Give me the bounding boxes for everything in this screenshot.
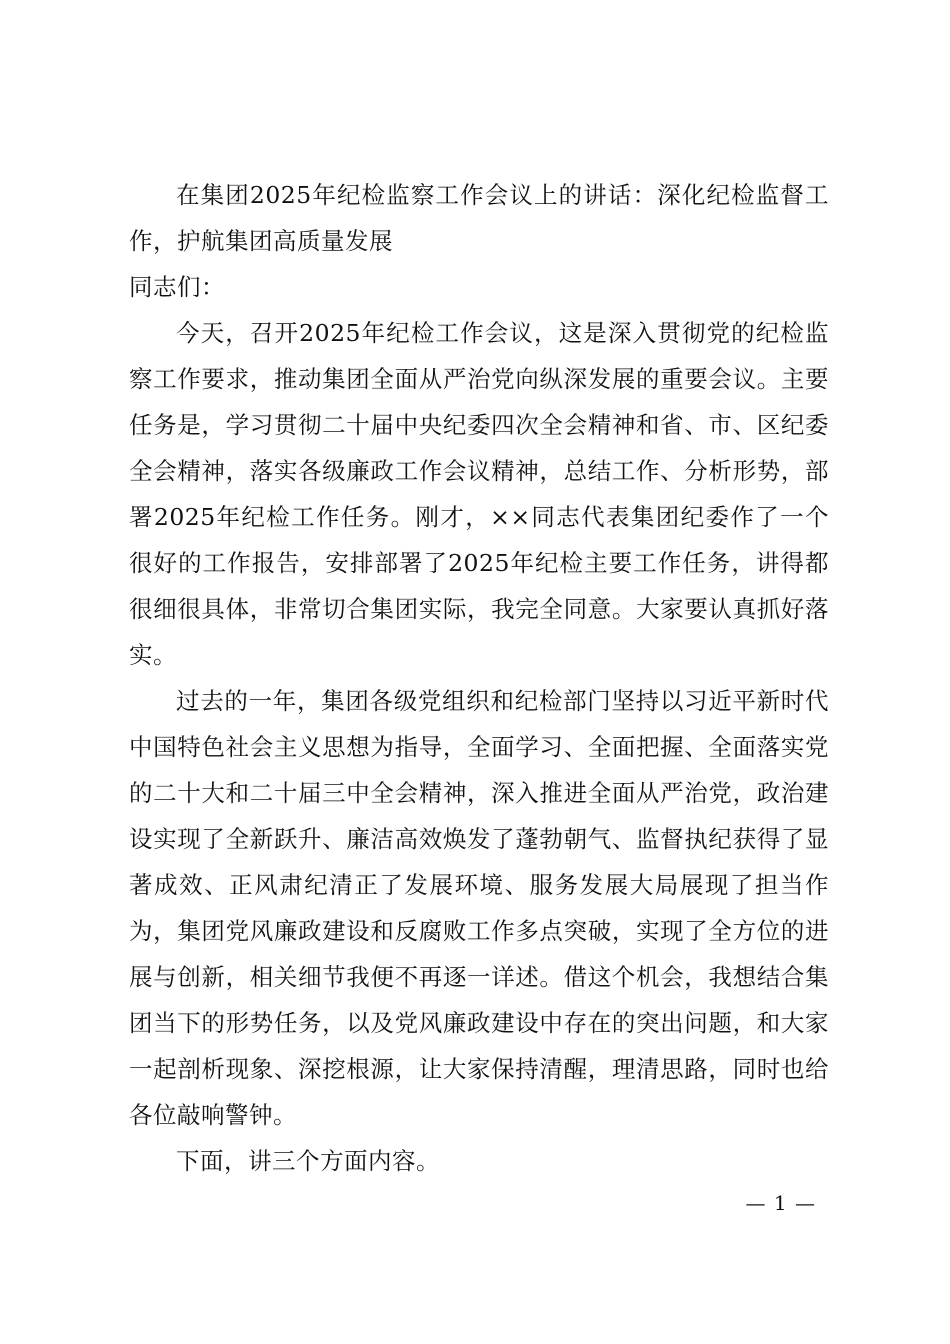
document-title: 在集团2025年纪检监察工作会议上的讲话：深化纪检监督工作，护航集团高质量发展 xyxy=(129,181,829,255)
paragraph-1: 今天，召开2025年纪检工作会议，这是深入贯彻党的纪检监察工作要求，推动集团全面从严治党向纵深发展的重要会议。主要任务是，学习贯彻二十届中央纪委四次全会精神和省、市、区纪委全会精神，落实各级廉政工作会议精神，总结工作、分析形势，部署2025年纪检工作任务。刚才，××同志代表集团纪委作了一个很好的工作报告，安排部署了2025年纪检主要工作任务，讲得都很细很具体，非常切合集团实际，我完全同意。大家要认真抓好落实。 xyxy=(129,319,829,669)
paragraph-3: 下面，讲三个方面内容。 xyxy=(176,1147,440,1175)
page-number: — 1 — xyxy=(745,1191,816,1215)
paragraph-2: 过去的一年，集团各级党组织和纪检部门坚持以习近平新时代中国特色社会主义思想为指导，全面学习、全面把握、全面落实党的二十大和二十届三中全会精神，深入推进全面从严治党，政治建设实现了全新跃升、廉洁高效焕发了蓬勃朝气、监督执纪获得了显著成效、正风肃纪清正了发展环境、服务发展大局展现了担当作为，集团党风廉政建设和反腐败工作多点突破，实现了全方位的进展与创新，相关细节我便不再逐一详述。借这个机会，我想结合集团当下的形势任务，以及党风廉政建设中存在的突出问题，和大家一起剖析现象、深挖根源，让大家保持清醒，理清思路，同时也给各位敲响警钟。 xyxy=(129,687,829,1129)
salutation: 同志们： xyxy=(129,273,225,301)
document-body xyxy=(129,172,829,1184)
